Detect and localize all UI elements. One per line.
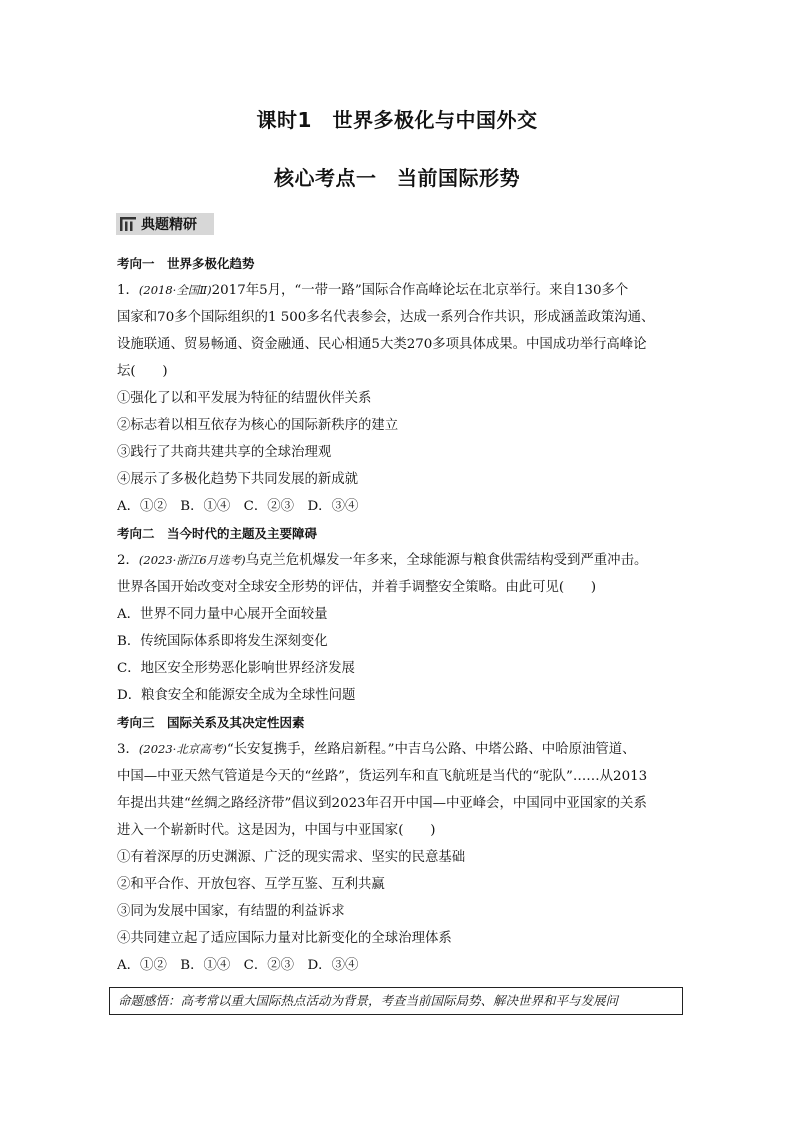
choice-item: A．世界不同力量中心展开全面较量 (117, 607, 328, 622)
question-stem-line: 国家和70多个国际组织的1 500多名代表参会，达成一系列合作共识，形成涵盖政策沟通、 (117, 310, 655, 325)
question-source: (2018·全国Ⅱ) (138, 283, 212, 297)
lesson-title: 课时1 世界多极化与中国外交 (256, 108, 538, 132)
choice-item: C．地区安全形势恶化影响世界经济发展 (117, 661, 355, 676)
topic-heading: 考向三 国际关系及其决定性因素 (117, 715, 305, 730)
choice-item: B．传统国际体系即将发生深刻变化 (117, 634, 328, 649)
question-number: 1． (117, 283, 139, 298)
question-stem-line: 坛( ) (117, 364, 168, 379)
statement-item: ③践行了共商共建共享的全球治理观 (117, 445, 332, 460)
question-stem-line: 中国—中亚天然气管道是今天的“丝路”，货运列车和直飞航班是当代的“驼队”……从2013 (117, 769, 648, 784)
section-banner (116, 213, 214, 235)
statement-item: ④共同建立起了适应国际力量对比新变化的全球治理体系 (117, 931, 452, 946)
statement-item: ①强化了以和平发展为特征的结盟伙伴关系 (117, 391, 372, 406)
statement-item: ②标志着以相互依存为核心的国际新秩序的建立 (117, 418, 399, 433)
book-icon (120, 217, 136, 231)
statement-item: ①有着深厚的历史渊源、广泛的现实需求、坚实的民意基础 (117, 850, 466, 865)
question-content (117, 250, 683, 979)
section-title: 核心考点一 当前国际形势 (274, 166, 520, 190)
choice-item: D．粮食安全和能源安全成为全球性问题 (117, 688, 356, 703)
insight-note-box: 命题感悟：高考常以重大国际热点活动为背景，考查当前国际局势、解决世界和平与发展问 (109, 987, 683, 1015)
question-number: 3． (117, 742, 139, 757)
question-stem-line: 世界各国开始改变对全球安全形势的评估，并着手调整安全策略。由此可见( ) (117, 580, 597, 595)
question-stem-line: 进入一个崭新时代。这是因为，中国与中亚国家( ) (117, 823, 436, 838)
question-stem-line: 设施联通、贸易畅通、资金融通、民心相通5大类270多项具体成果。中国成功举行高峰论 (117, 337, 647, 352)
statement-item: ②和平合作、开放包容、互学互鉴、互利共赢 (117, 877, 385, 892)
answer-options: A．①② B．①④ C．②③ D．③④ (117, 499, 359, 514)
banner-label: 典题精研 (141, 217, 197, 233)
question-source: (2023·北京高考) (138, 742, 227, 756)
question-stem-line: 年提出共建“丝绸之路经济带”倡议到2023年召开中国—中亚峰会，中国同中亚国家的关系 (117, 796, 647, 811)
answer-options: A．①② B．①④ C．②③ D．③④ (117, 958, 359, 973)
statement-item: ④展示了多极化趋势下共同发展的新成就 (117, 472, 359, 487)
question-number: 2． (117, 553, 139, 568)
question-stem-line: 2．(2023·浙江6月选考)乌克兰危机爆发一年多来，全球能源与粮食供需结构受到严重冲击。 (117, 553, 648, 568)
question-stem-line: 3．(2023·北京高考)“长安复携手，丝路启新程。”中吉乌公路、中塔公路、中哈原油管道、 (117, 742, 636, 757)
question-stem-line: 1．(2018·全国Ⅱ)2017年5月，“一带一路”国际合作高峰论坛在北京举行。来自130多个 (117, 283, 629, 298)
topic-heading: 考向二 当今时代的主题及主要障碍 (117, 526, 318, 541)
question-source: (2023·浙江6月选考) (138, 553, 246, 567)
statement-item: ③同为发展中国家，有结盟的利益诉求 (117, 904, 345, 919)
topic-heading: 考向一 世界多极化趋势 (117, 256, 255, 271)
